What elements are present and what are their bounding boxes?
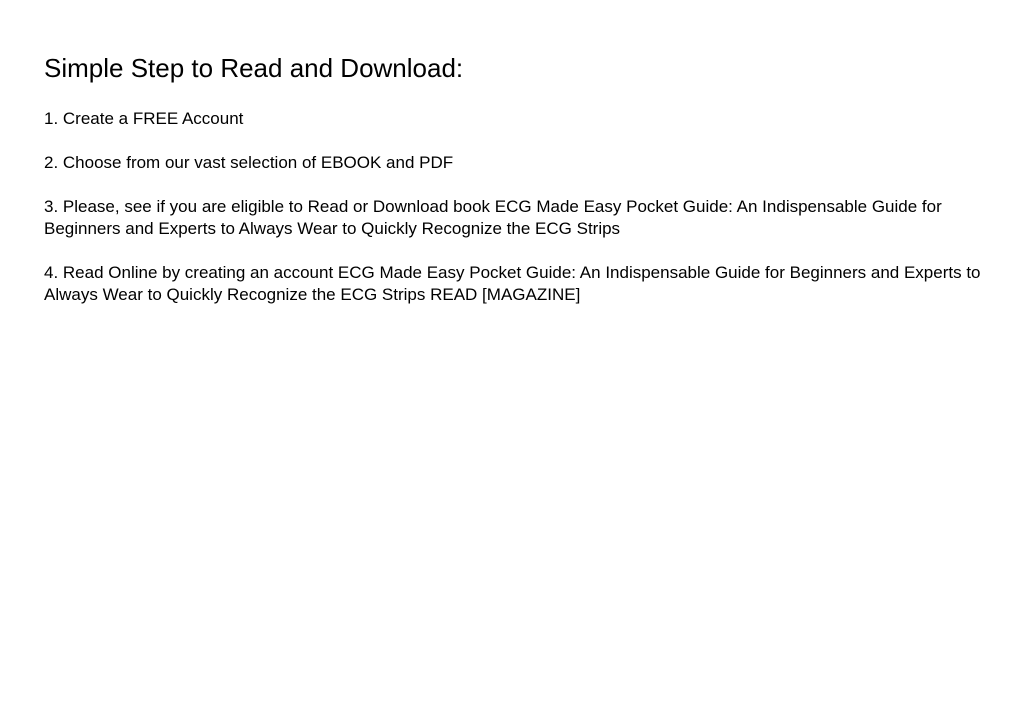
step-4: 4. Read Online by creating an account ECG Made Easy Pocket Guide: An Indispensable Guide for Beginners and Experts to Always Wear to Quickly Recognize the ECG Strips READ [MAGAZINE] — [44, 263, 981, 304]
page-title: Simple Step to Read and Download: — [44, 53, 464, 83]
step-3: 3. Please, see if you are eligible to Read or Download book ECG Made Easy Pocket Guide: An Indispensable Guide for Beginners and Experts to Always Wear to Quickly Recognize the ECG Strips — [44, 197, 942, 238]
document-content — [44, 52, 984, 328]
step-2: 2. Choose from our vast selection of EBOOK and PDF — [44, 153, 454, 172]
step-1: 1. Create a FREE Account — [44, 109, 244, 128]
steps-list — [44, 108, 984, 306]
